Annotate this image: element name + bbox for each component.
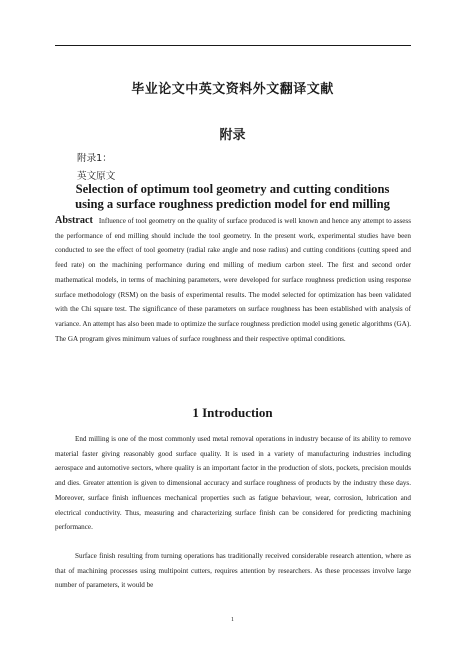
- header-rule: [55, 45, 411, 46]
- original-text-label: 英文原文: [77, 171, 116, 182]
- document-title: 毕业论文中英文资料外文翻译文献: [131, 82, 334, 97]
- abstract-text: Influence of tool geometry on the quality of surface produced is well known and hence any attempt to assess the performance of end milling should include the tool geometry. In the present work, experimental studies have been conducted to see the effect of tool geometry (radial rake angle and nose radius) and cutting conditions (cutting speed and feed rate) on the machining performance during end milling of medium carbon steel. The first and second order mathematical models, in terms of machining parameters, were developed for surface roughness prediction using response surface methodology (RSM) on the basis of experimental results. The model selected for optimization has been validated with the Chi square test. The significance of these parameters on surface roughness has been established with analysis of variance. An attempt has also been made to optimize the surface roughness prediction model using genetic algorithms (GA). The GA program gives minimum values of surface roughness and their respective optimal conditions.: [55, 217, 411, 343]
- appendix-heading: 附录: [219, 128, 246, 143]
- intro-paragraph-2: Surface finish resulting from turning operations has traditionally received considerable research attention, where as that of machining processes using multipoint cutters, requires attention by researchers. As these processes involve large number of parameters, it would be: [55, 552, 411, 590]
- paper-title-line-2: using a surface roughness prediction model for end milling: [75, 197, 390, 211]
- page-number: 1: [231, 617, 234, 623]
- abstract-paragraph: [55, 214, 411, 346]
- paper-title: [0, 182, 465, 212]
- paper-title-line-1: Selection of optimum tool geometry and cutting conditions: [75, 182, 390, 196]
- section-heading-introduction: 1 Introduction: [192, 405, 273, 420]
- abstract-label: Abstract: [55, 215, 93, 226]
- intro-paragraph-1: End milling is one of the most commonly used metal removal operations in industry because of its ability to remove material faster giving reasonably good surface quality. It is used in a variety of manufacturing industries including aerospace and automotive sectors, where quality is an important factor in the production of slots, pockets, precision moulds and dies. Greater attention is given to dimensional accuracy and surface roughness of products by the industry these days. Moreover, surface finish influences mechanical properties such as fatigue behaviour, wear, corrosion, lubrication and electrical conductivity. Thus, measuring and characterizing surface finish can be considered for predicting machining performance.: [55, 435, 411, 532]
- appendix-label: 附录1：: [77, 153, 112, 164]
